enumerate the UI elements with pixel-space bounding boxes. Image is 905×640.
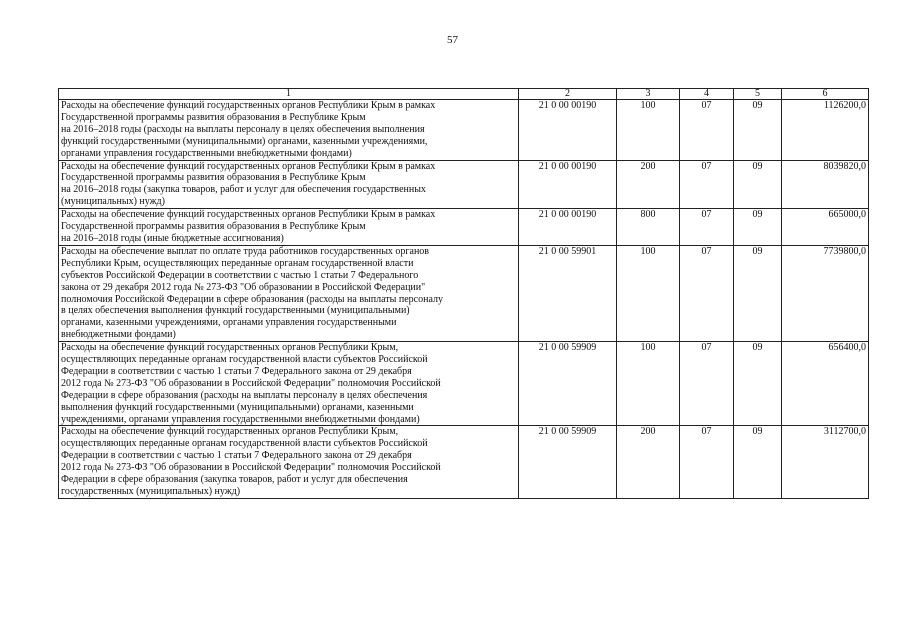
table-row [59,100,869,161]
description-line: Расходы на обеспечение функций государственных органов Республики Крым в рамках [61,160,436,172]
description-line: на 2016–2018 годы (иные бюджетные ассигнования) [61,232,284,244]
description-line: государственных (муниципальных) нужд) [61,486,241,497]
section-code: 07 [680,342,734,426]
description-line: осуществляющих переданные органам государственной власти субъектов Российской [61,438,428,450]
target-item-code: 21 0 00 00190 [519,100,617,161]
target-item-code: 21 0 00 00190 [519,160,617,209]
section-code: 07 [680,100,734,161]
description-line: закона от 29 декабря 2012 года № 273-ФЗ "Об образовании в Российской Федерации" [61,281,426,293]
subsection-code: 09 [734,209,782,246]
subsection-code: 09 [734,160,782,209]
expense-description [59,426,519,498]
expense-description [59,100,519,161]
description-line: Федерации в соответствии с частью 1 статьи 7 Федерального закона от 29 декабря [61,450,412,462]
expense-description [59,160,519,209]
description-line: на 2016–2018 годы (закупка товаров, работ и услуг для обеспечения государственных [61,184,426,196]
target-item-code: 21 0 00 59901 [519,245,617,341]
description-line: внебюджетными фондами) [61,329,176,341]
table-row [59,160,869,209]
column-header-3: 3 [617,89,680,100]
amount: 656400,0 [782,342,869,426]
table-header-row [59,89,869,100]
description-line: Расходы на обеспечение функций государственных органов Республики Крым, [61,342,399,354]
description-line: органами управления государственными внебюджетными фондами) [61,147,352,159]
table-row [59,342,869,426]
section-code: 07 [680,426,734,498]
description-line: полномочия Российской Федерации в сфере образования (расходы на выплаты персоналу [61,293,443,305]
expense-description [59,209,519,246]
description-line: учреждениями, органами управления государственными внебюджетными фондами) [61,413,420,425]
target-item-code: 21 0 00 00190 [519,209,617,246]
description-line: в целях обеспечения выполнения функций государственными (муниципальными) [61,305,410,317]
column-header-2: 2 [519,89,617,100]
column-header-1: 1 [59,89,519,100]
expense-description [59,245,519,341]
table-row [59,209,869,246]
section-code: 07 [680,160,734,209]
expense-type-code: 100 [617,100,680,161]
description-line: функций государственными (муниципальными) органами, казенными учреждениями, [61,135,428,147]
description-line: Государственной программы развития образования в Республике Крым [61,111,366,123]
table-row [59,426,869,498]
expense-type-code: 100 [617,342,680,426]
description-line: Расходы на обеспечение функций государственных органов Республики Крым в рамках [61,100,436,111]
subsection-code: 09 [734,342,782,426]
expense-description [59,342,519,426]
description-line: на 2016–2018 годы (расходы на выплаты персоналу в целях обеспечения выполнения [61,123,425,135]
target-item-code: 21 0 00 59909 [519,342,617,426]
amount: 665000,0 [782,209,869,246]
amount: 3112700,0 [782,426,869,498]
description-line: 2012 года № 273-ФЗ "Об образовании в Российской Федерации" полномочия Российской [61,462,441,474]
description-line: органами, казенными учреждениями, органами управления государственными [61,317,397,329]
table-row [59,245,869,341]
description-line: Республики Крым, осуществляющих переданные органам государственной власти [61,257,414,269]
description-line: Расходы на обеспечение функций государственных органов Республики Крым, [61,426,399,438]
section-code: 07 [680,245,734,341]
description-line: субъектов Российской Федерации в соответствии с частью 1 статьи 7 Федерального [61,269,419,281]
subsection-code: 09 [734,426,782,498]
expense-type-code: 200 [617,426,680,498]
description-line: Федерации в сфере образования (расходы на выплаты персоналу в целях обеспечения [61,389,428,401]
description-line: Расходы на обеспечение выплат по оплате труда работников государственных органов [61,245,430,257]
description-line: (муниципальных) нужд) [61,196,165,208]
description-line: Государственной программы развития образования в Республике Крым [61,221,366,233]
budget-table [58,88,869,499]
column-header-6: 6 [782,89,869,100]
description-line: Расходы на обеспечение функций государственных органов Республики Крым в рамках [61,209,436,221]
section-code: 07 [680,209,734,246]
description-line: выполнения функций государственными (муниципальными) органами, казенными [61,401,414,413]
column-header-4: 4 [680,89,734,100]
amount: 8039820,0 [782,160,869,209]
description-line: осуществляющих переданные органам государственной власти субъектов Российской [61,354,428,366]
page-number: 57 [447,34,458,46]
expense-type-code: 100 [617,245,680,341]
amount: 1126200,0 [782,100,869,161]
subsection-code: 09 [734,100,782,161]
target-item-code: 21 0 00 59909 [519,426,617,498]
expense-type-code: 800 [617,209,680,246]
subsection-code: 09 [734,245,782,341]
column-header-5: 5 [734,89,782,100]
description-line: Федерации в сфере образования (закупка товаров, работ и услуг для обеспечения [61,474,408,486]
amount: 7739800,0 [782,245,869,341]
expense-type-code: 200 [617,160,680,209]
description-line: 2012 года № 273-ФЗ "Об образовании в Российской Федерации" полномочия Российской [61,377,441,389]
description-line: Федерации в соответствии с частью 1 статьи 7 Федерального закона от 29 декабря [61,365,412,377]
description-line: Государственной программы развития образования в Республике Крым [61,172,366,184]
